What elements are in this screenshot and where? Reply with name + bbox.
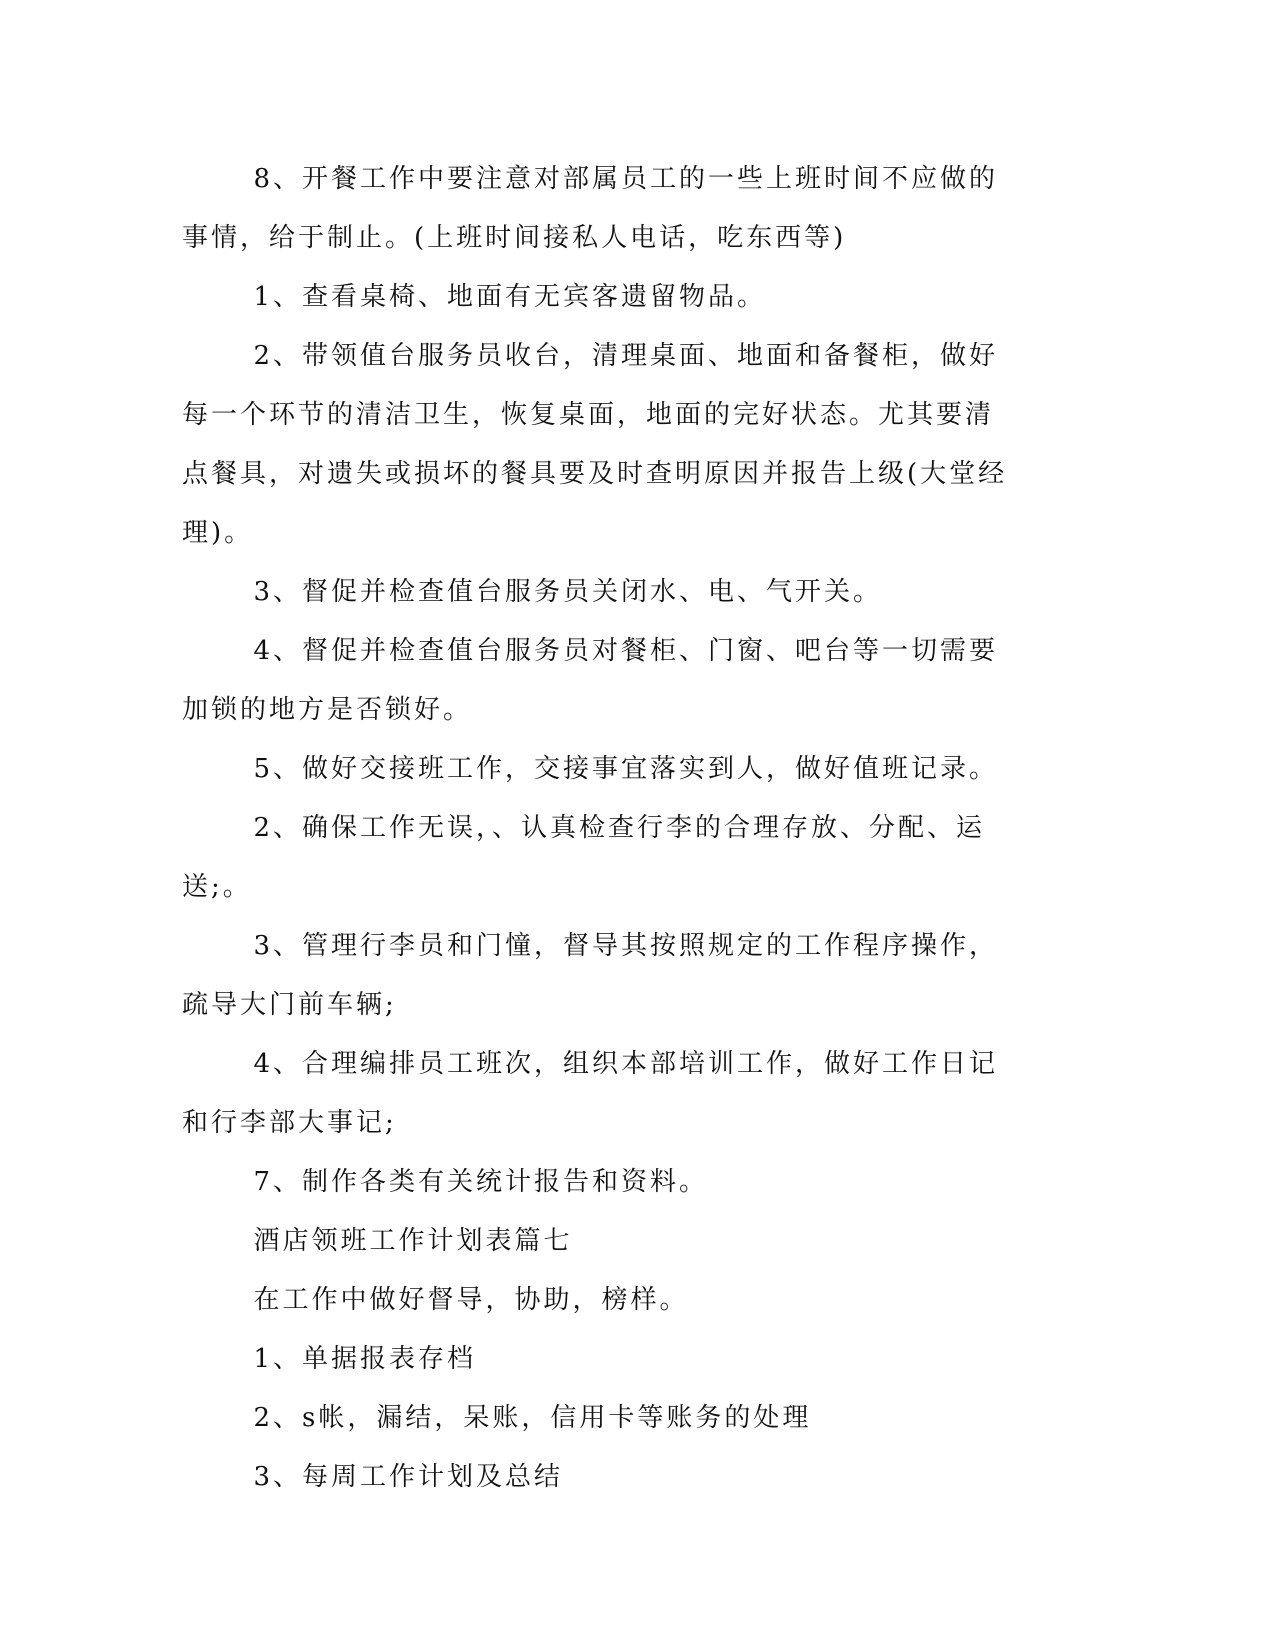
paragraph: 4、合理编排员工班次，组织本部培训工作，做好工作日记和行李部大事记; — [182, 1049, 999, 1138]
paragraph: 3、督促并检查值台服务员关闭水、电、气开关。 — [253, 577, 883, 607]
document-body — [182, 150, 1022, 1507]
paragraph: 1、单据报表存档 — [253, 1344, 477, 1374]
paragraph: 3、每周工作计划及总结 — [253, 1462, 564, 1492]
paragraph: 在工作中做好督导，协助，榜样。 — [253, 1285, 689, 1315]
paragraph: 2、s帐，漏结，呆账，信用卡等账务的处理 — [253, 1403, 812, 1433]
paragraph: 3、管理行李员和门憧，督导其按照规定的工作程序操作，疏导大门前车辆; — [182, 931, 999, 1020]
paragraph: 2、确保工作无误，、认真检查行李的合理存放、分配、运送;。 — [182, 813, 986, 902]
paragraph: 5、做好交接班工作，交接事宜落实到人，做好值班记录。 — [253, 754, 999, 784]
paragraph: 2、带领值台服务员收台，清理桌面、地面和备餐柜，做好每一个环节的清洁卫生，恢复桌面，地面的完好状态。尤其要清点餐具，对遗失或损坏的餐具要及时查明原因并报告上级(大堂经理)。 — [182, 341, 1008, 548]
paragraph: 8、开餐工作中要注意对部属员工的一些上班时间不应做的事情，给于制止。(上班时间接私人电话，吃东西等) — [182, 164, 999, 253]
paragraph: 1、查看桌椅、地面有无宾客遗留物品。 — [253, 282, 767, 312]
paragraph: 7、制作各类有关统计报告和资料。 — [253, 1167, 709, 1197]
paragraph: 4、督促并检查值台服务员对餐柜、门窗、吧台等一切需要加锁的地方是否锁好。 — [182, 636, 999, 725]
section-heading: 酒店领班工作计划表篇七 — [253, 1226, 573, 1256]
